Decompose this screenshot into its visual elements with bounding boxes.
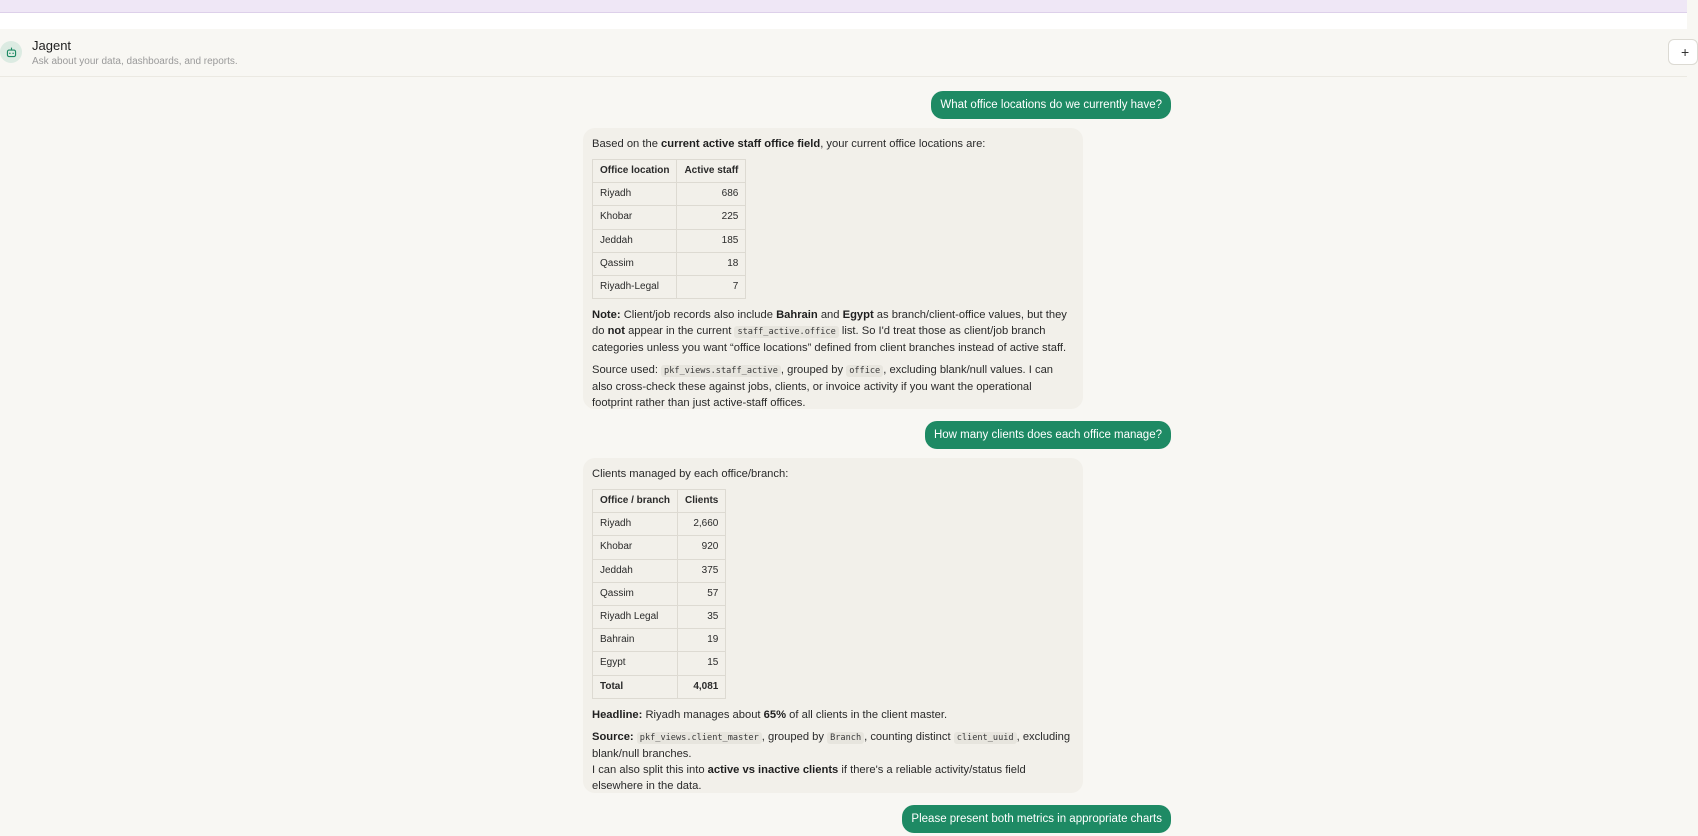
table-row [593, 582, 726, 605]
table-cell: 7 [677, 275, 746, 298]
table-cell: 225 [677, 206, 746, 229]
user-message: How many clients does each office manage? [925, 421, 1171, 449]
assistant-message [583, 458, 1083, 793]
table-cell: Jeddah [593, 229, 677, 252]
table-cell: 18 [677, 252, 746, 275]
robot-icon [5, 46, 18, 59]
table-cell: Riyadh-Legal [593, 275, 677, 298]
top-spacer [0, 13, 1687, 29]
table-cell: Khobar [593, 206, 677, 229]
table-row [593, 513, 726, 536]
table-cell: Total [593, 675, 678, 698]
table-cell: Riyadh [593, 183, 677, 206]
table-row [593, 536, 726, 559]
table-row [593, 652, 726, 675]
table-cell: Riyadh Legal [593, 605, 678, 628]
table-cell: 19 [678, 629, 726, 652]
column-header: Active staff [677, 160, 746, 183]
table-row [593, 605, 726, 628]
agent-avatar [0, 41, 22, 63]
table-cell: 4,081 [678, 675, 726, 698]
plus-icon: + [1681, 44, 1690, 60]
table-cell: Qassim [593, 582, 678, 605]
chat-header [0, 29, 1690, 77]
table-row [593, 183, 746, 206]
office-clients-table [592, 489, 726, 699]
table-row [593, 206, 746, 229]
table-total-row [593, 675, 726, 698]
table-cell: 686 [677, 183, 746, 206]
column-header: Office / branch [593, 490, 678, 513]
table-cell: Jeddah [593, 559, 678, 582]
table-cell: 920 [678, 536, 726, 559]
answer-intro: Based on the current active staff office field, your current office locations are: [592, 138, 986, 150]
table-cell: Bahrain [593, 629, 678, 652]
table-header-row [593, 490, 726, 513]
column-header: Clients [678, 490, 726, 513]
user-message: Please present both metrics in appropriate charts [902, 805, 1171, 833]
table-cell: 35 [678, 605, 726, 628]
table-row [593, 275, 746, 298]
table-cell: 185 [677, 229, 746, 252]
table-cell: Egypt [593, 652, 678, 675]
table-row [593, 559, 726, 582]
answer-note: Note: Client/job records also include Bahrain and Egypt as branch/client-office values, but they do not appear in the current staff_active.office list. So I'd treat those as client/job branch categories unless you want “office locations” defined from client branches instead of active staff. [592, 309, 1067, 355]
table-row [593, 229, 746, 252]
column-header: Office location [593, 160, 677, 183]
table-cell: Riyadh [593, 513, 678, 536]
answer-headline: Headline: Riyadh manages about 65% of all clients in the client master. [592, 708, 948, 721]
assistant-message [583, 128, 1083, 409]
table-header-row [593, 160, 746, 183]
answer-source: Source: pkf_views.client_master , grouped by Branch , counting distinct client_uuid , excluding blank/null branches. I can also split this into active vs inactive clients if there's a reliable activity/status field elsewhere in the data. [592, 730, 1071, 792]
table-row [593, 252, 746, 275]
app-subtitle: Ask about your data, dashboards, and reports. [32, 56, 238, 67]
table-cell: Qassim [593, 252, 677, 275]
office-staff-table [592, 159, 746, 299]
table-cell: Khobar [593, 536, 678, 559]
app-title: Jagent [32, 38, 72, 53]
table-cell: 57 [678, 582, 726, 605]
table-cell: 15 [678, 652, 726, 675]
table-cell: 2,660 [678, 513, 726, 536]
user-message: What office locations do we currently have? [931, 91, 1171, 119]
answer-source: Source used: pkf_views.staff_active , grouped by office , excluding blank/null values. I can also cross-check these against jobs, clients, or invoice activity if you want the operational footprint rather than just active-staff offices. [592, 364, 1054, 410]
table-cell: 375 [678, 559, 726, 582]
new-chat-button[interactable] [1668, 39, 1698, 65]
table-row [593, 629, 726, 652]
answer-intro: Clients managed by each office/branch: [592, 468, 789, 480]
browser-top-band [0, 0, 1687, 13]
